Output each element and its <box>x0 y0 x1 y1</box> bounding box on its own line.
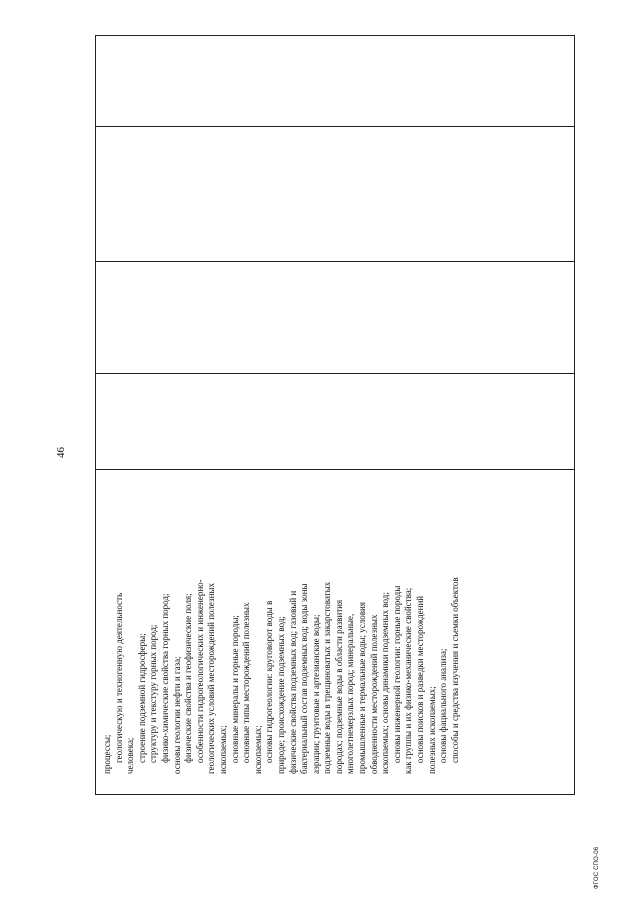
content-line: породах; подземные воды в области развития <box>333 599 344 774</box>
content-line: строение подземной гидросферы; <box>136 633 147 763</box>
content-line: основы фациального анализа; <box>438 648 449 763</box>
content-line: ископаемых; <box>217 725 228 774</box>
content-line: промышленные и термальные воды; условия <box>357 602 368 774</box>
content-line: процессы; <box>102 734 112 774</box>
content-line: физические свойства подземных вод; газовый и <box>287 590 298 774</box>
content-line: физические свойства и геофизические поля; <box>183 593 194 763</box>
content-line: бактериальный состав подземных вод; воды зоны <box>299 583 310 774</box>
content-line: многолетнемерзлых пород; минеральные, <box>345 613 356 774</box>
content-line: физико-химические свойства горных пород; <box>159 593 170 763</box>
content-line: как группы и их физико-механические свойства; <box>403 587 414 774</box>
content-line: основы гидрогеологии: круговорот воды в <box>264 600 275 763</box>
column-divider-4 <box>96 126 574 127</box>
content-line: человека; <box>125 737 136 774</box>
page-number: 46 <box>55 447 67 458</box>
column-divider-3 <box>96 261 574 262</box>
content-line: ископаемых; основы динамики подземных вод; <box>380 592 391 774</box>
table-frame <box>95 35 575 795</box>
column-divider-2 <box>96 373 574 374</box>
content-line: ископаемых; <box>252 725 263 774</box>
content-line: основы геологии нефти и газа; <box>171 656 182 774</box>
content-line: геологическую и техногенную деятельность <box>113 592 124 763</box>
content-line: особенности гидрогеологических и инженерно- <box>194 579 205 763</box>
content-line: обводненности месторождений полезных <box>368 614 379 774</box>
content-line: полезных ископаемых; <box>426 686 437 774</box>
content-line: подземные воды в трещиноватых и закарстоватых <box>322 581 333 774</box>
content-line: основные минералы и горные породы; <box>229 615 240 763</box>
content-cell <box>102 474 572 774</box>
content-line: геологических условий месторождений полезных <box>206 583 217 774</box>
footer-code: ФГОС СПО-06 <box>594 846 600 889</box>
column-divider-1 <box>96 469 574 470</box>
content-line: природе; происхождение подземных вод; <box>275 616 286 774</box>
content-line: структуру и текстуру горных пород; <box>148 624 159 763</box>
content-line: аэрации; грунтовые и артезианские воды; <box>310 614 321 774</box>
content-line: основы инженерной геологии: горные породы <box>391 585 402 763</box>
content-line: способы и средства изучения и съемки объектов <box>449 577 460 763</box>
content-line: основные типы месторождений полезных <box>241 602 252 763</box>
content-line: основы поисков и разведки месторождений <box>415 595 426 763</box>
